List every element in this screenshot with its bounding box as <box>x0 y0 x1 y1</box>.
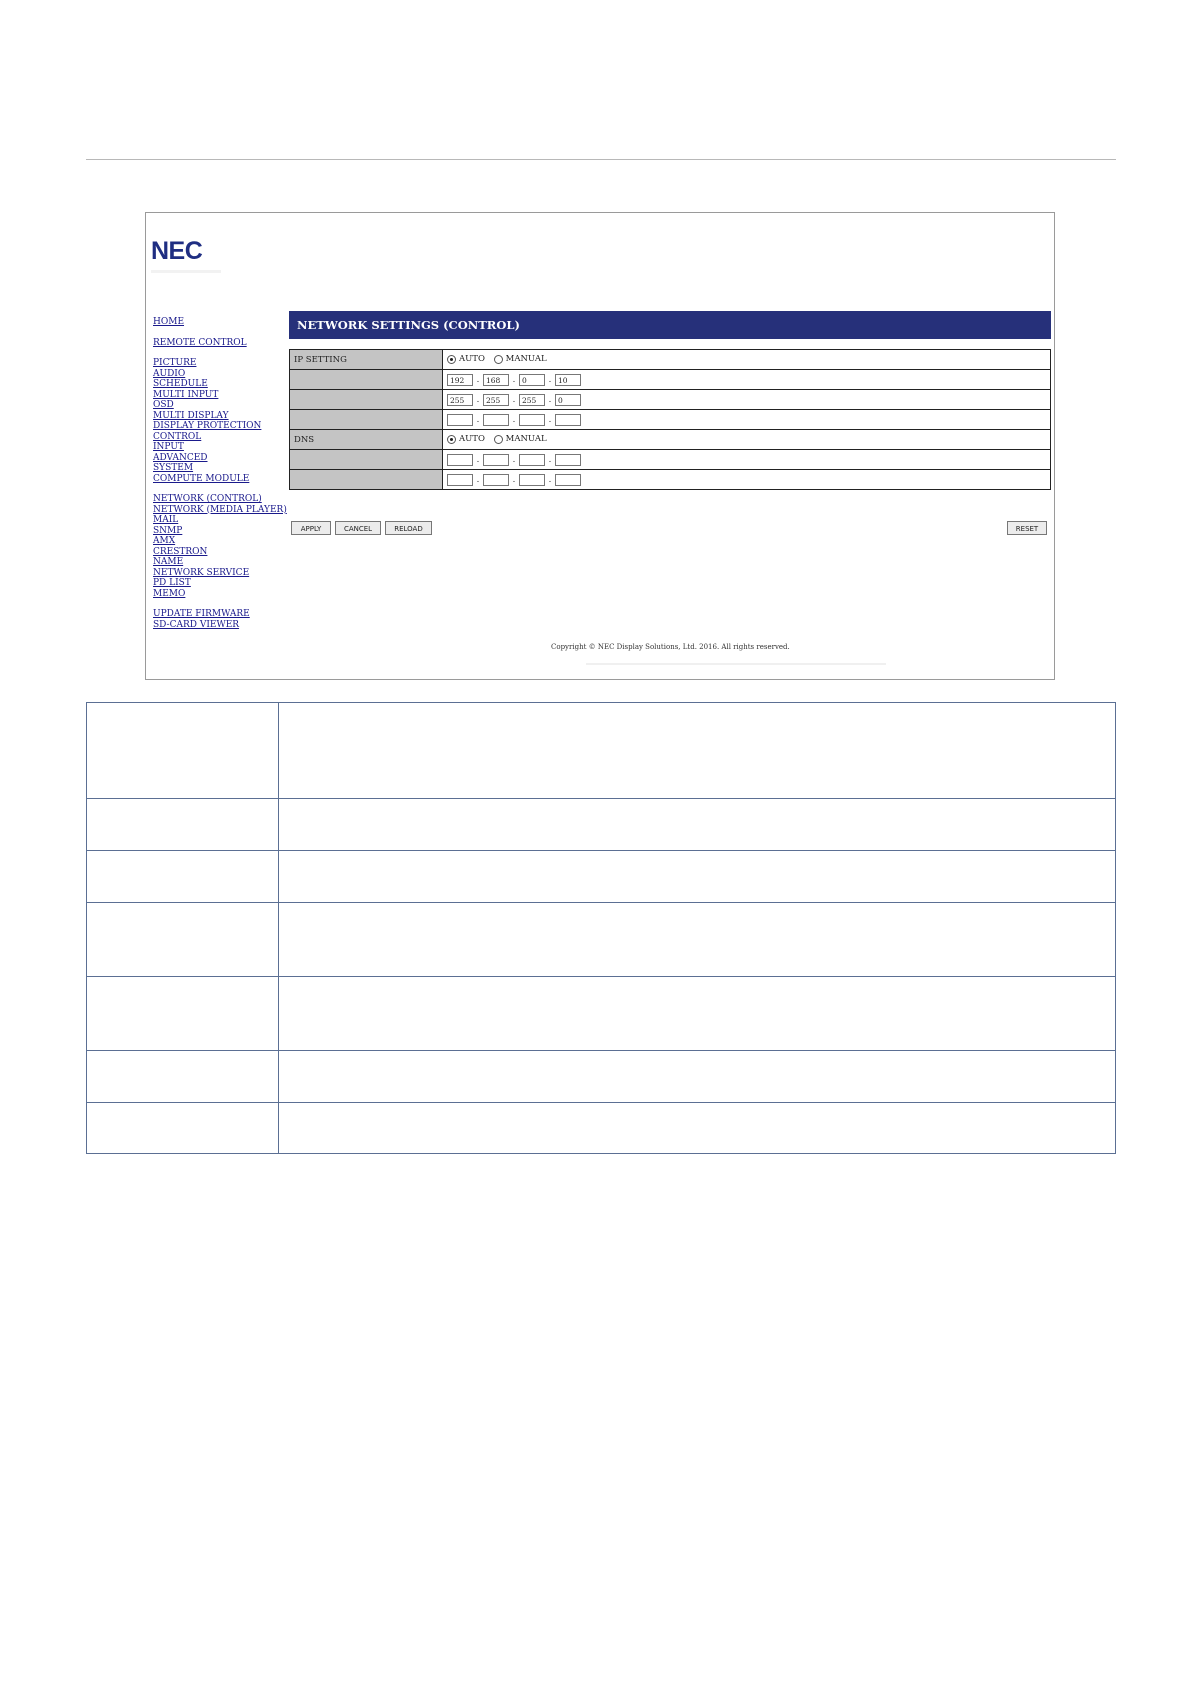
description-text-cell <box>279 977 1116 1051</box>
ip-address-row <box>290 370 1051 390</box>
dns-manual-radio[interactable] <box>494 435 503 444</box>
ip-address-octet-4[interactable]: 10 <box>555 374 581 386</box>
nav-group-gap <box>153 484 287 494</box>
sidebar-nav <box>153 317 287 630</box>
description-row <box>87 703 1116 799</box>
octet-separator: . <box>548 394 552 405</box>
nav-group-gap <box>153 599 287 609</box>
dns-label: DNS <box>290 430 443 450</box>
octet-separator: . <box>512 394 516 405</box>
footer-faint-line <box>586 663 886 665</box>
subnet-mask-octet-1[interactable]: 255 <box>447 394 473 406</box>
octet-separator: . <box>548 374 552 385</box>
description-table <box>86 702 1116 1154</box>
ip-auto-radio[interactable] <box>447 355 456 364</box>
octet-separator: . <box>512 414 516 425</box>
octet-separator: . <box>548 454 552 465</box>
nav-link-multi-display[interactable]: MULTI DISPLAY <box>153 410 229 421</box>
ip-address-label <box>290 370 443 390</box>
network-settings-form <box>289 349 1051 490</box>
subnet-mask-field <box>443 390 1051 410</box>
nec-logo: NEC <box>151 237 203 265</box>
nav-link-amx[interactable]: AMX <box>153 536 176 546</box>
header-divider <box>86 159 1116 160</box>
ip-address-field <box>443 370 1051 390</box>
octet-separator: . <box>512 474 516 485</box>
gateway-label <box>290 410 443 430</box>
subnet-mask-octet-4[interactable]: 0 <box>555 394 581 406</box>
reload-button[interactable]: RELOAD <box>385 521 432 535</box>
dns-auto-label: AUTO <box>459 434 485 445</box>
nav-link-remote-control[interactable]: REMOTE CONTROL <box>153 337 247 348</box>
nav-link-display-protection[interactable]: DISPLAY PROTECTION <box>153 421 262 431</box>
nav-link-control[interactable]: CONTROL <box>153 431 202 442</box>
octet-separator: . <box>476 414 480 425</box>
dns-manual-label: MANUAL <box>505 434 547 445</box>
dns-secondary-field <box>443 470 1051 490</box>
nav-link-update-firmware[interactable]: UPDATE FIRMWARE <box>153 609 250 619</box>
nav-link-network-service[interactable]: NETWORK SERVICE <box>153 567 250 578</box>
apply-button[interactable]: APPLY <box>291 521 331 535</box>
description-term-cell <box>87 1051 279 1103</box>
nav-link-network-media-player[interactable]: NETWORK (MEDIA PLAYER) <box>153 504 287 515</box>
nav-link-system[interactable]: SYSTEM <box>153 463 194 473</box>
dns-secondary-label <box>290 470 443 490</box>
description-text-cell <box>279 1051 1116 1103</box>
ip-manual-label: MANUAL <box>505 354 547 365</box>
gateway-octet-1[interactable] <box>447 414 473 426</box>
description-term-cell <box>87 977 279 1051</box>
nav-link-audio[interactable]: AUDIO <box>153 368 186 379</box>
gateway-octet-3[interactable] <box>519 414 545 426</box>
nav-link-snmp[interactable]: SNMP <box>153 525 183 536</box>
octet-separator: . <box>548 414 552 425</box>
description-row <box>87 799 1116 851</box>
description-row <box>87 1103 1116 1154</box>
nav-link-schedule[interactable]: SCHEDULE <box>153 379 208 389</box>
nav-link-multi-input[interactable]: MULTI INPUT <box>153 389 219 400</box>
nav-link-advanced[interactable]: ADVANCED <box>153 452 208 463</box>
nav-link-picture[interactable]: PICTURE <box>153 358 197 368</box>
ip-address-octet-3[interactable]: 0 <box>519 374 545 386</box>
nav-group-gap <box>153 328 287 338</box>
dns-secondary-octet-1[interactable] <box>447 474 473 486</box>
description-term-cell <box>87 703 279 799</box>
ip-address-octet-2[interactable]: 168 <box>483 374 509 386</box>
description-text-cell <box>279 703 1116 799</box>
subnet-mask-row <box>290 390 1051 410</box>
ip-manual-radio[interactable] <box>494 355 503 364</box>
dns-row <box>290 430 1051 450</box>
nav-link-mail[interactable]: MAIL <box>153 515 179 525</box>
octet-separator: . <box>512 374 516 385</box>
page-title: NETWORK SETTINGS (CONTROL) <box>289 311 1051 339</box>
dns-primary-octet-2[interactable] <box>483 454 509 466</box>
octet-separator: . <box>548 474 552 485</box>
octet-separator: . <box>476 474 480 485</box>
subnet-mask-label <box>290 390 443 410</box>
gateway-octet-4[interactable] <box>555 414 581 426</box>
octet-separator: . <box>476 374 480 385</box>
dns-secondary-row <box>290 470 1051 490</box>
logo-tagline <box>151 270 221 273</box>
dns-primary-field <box>443 450 1051 470</box>
description-row <box>87 1051 1116 1103</box>
nav-link-input[interactable]: INPUT <box>153 442 184 452</box>
dns-secondary-octet-3[interactable] <box>519 474 545 486</box>
octet-separator: . <box>476 394 480 405</box>
nav-link-memo[interactable]: MEMO <box>153 588 186 599</box>
gateway-field <box>443 410 1051 430</box>
subnet-mask-octet-2[interactable]: 255 <box>483 394 509 406</box>
nav-link-crestron[interactable]: CRESTRON <box>153 546 208 557</box>
ip-setting-row <box>290 350 1051 370</box>
nav-link-osd[interactable]: OSD <box>153 400 174 410</box>
description-term-cell <box>87 903 279 977</box>
description-term-cell <box>87 799 279 851</box>
gateway-row <box>290 410 1051 430</box>
dns-primary-label <box>290 450 443 470</box>
nav-link-home[interactable]: HOME <box>153 317 185 327</box>
description-term-cell <box>87 851 279 903</box>
description-text-cell <box>279 851 1116 903</box>
dns-primary-row <box>290 450 1051 470</box>
description-text-cell <box>279 799 1116 851</box>
cancel-button[interactable]: CANCEL <box>335 521 381 535</box>
subnet-mask-octet-3[interactable]: 255 <box>519 394 545 406</box>
dns-secondary-octet-2[interactable] <box>483 474 509 486</box>
octet-separator: . <box>476 454 480 465</box>
nav-link-compute-module[interactable]: COMPUTE MODULE <box>153 473 250 484</box>
ip-auto-label: AUTO <box>459 354 485 365</box>
dns-primary-octet-1[interactable] <box>447 454 473 466</box>
description-term-cell <box>87 1103 279 1154</box>
nav-group-gap <box>153 348 287 358</box>
octet-separator: . <box>512 454 516 465</box>
gateway-octet-2[interactable] <box>483 414 509 426</box>
description-text-cell <box>279 903 1116 977</box>
description-row <box>87 851 1116 903</box>
ip-setting-label: IP SETTING <box>290 350 443 370</box>
web-ui-screenshot <box>145 212 1055 680</box>
dns-primary-octet-3[interactable] <box>519 454 545 466</box>
dns-auto-radio[interactable] <box>447 435 456 444</box>
dns-secondary-octet-4[interactable] <box>555 474 581 486</box>
nav-link-name[interactable]: NAME <box>153 557 184 567</box>
description-row <box>87 977 1116 1051</box>
nav-link-pd-list[interactable]: PD LIST <box>153 578 191 588</box>
reset-button[interactable]: RESET <box>1007 521 1047 535</box>
copyright-text: Copyright © NEC Display Solutions, Ltd. 2016. All rights reserved. <box>551 643 790 651</box>
nav-link-sd-card-viewer[interactable]: SD-CARD VIEWER <box>153 619 240 630</box>
ip-address-octet-1[interactable]: 192 <box>447 374 473 386</box>
dns-primary-octet-4[interactable] <box>555 454 581 466</box>
description-text-cell <box>279 1103 1116 1154</box>
description-row <box>87 903 1116 977</box>
nav-link-network-control[interactable]: NETWORK (CONTROL) <box>153 494 262 504</box>
